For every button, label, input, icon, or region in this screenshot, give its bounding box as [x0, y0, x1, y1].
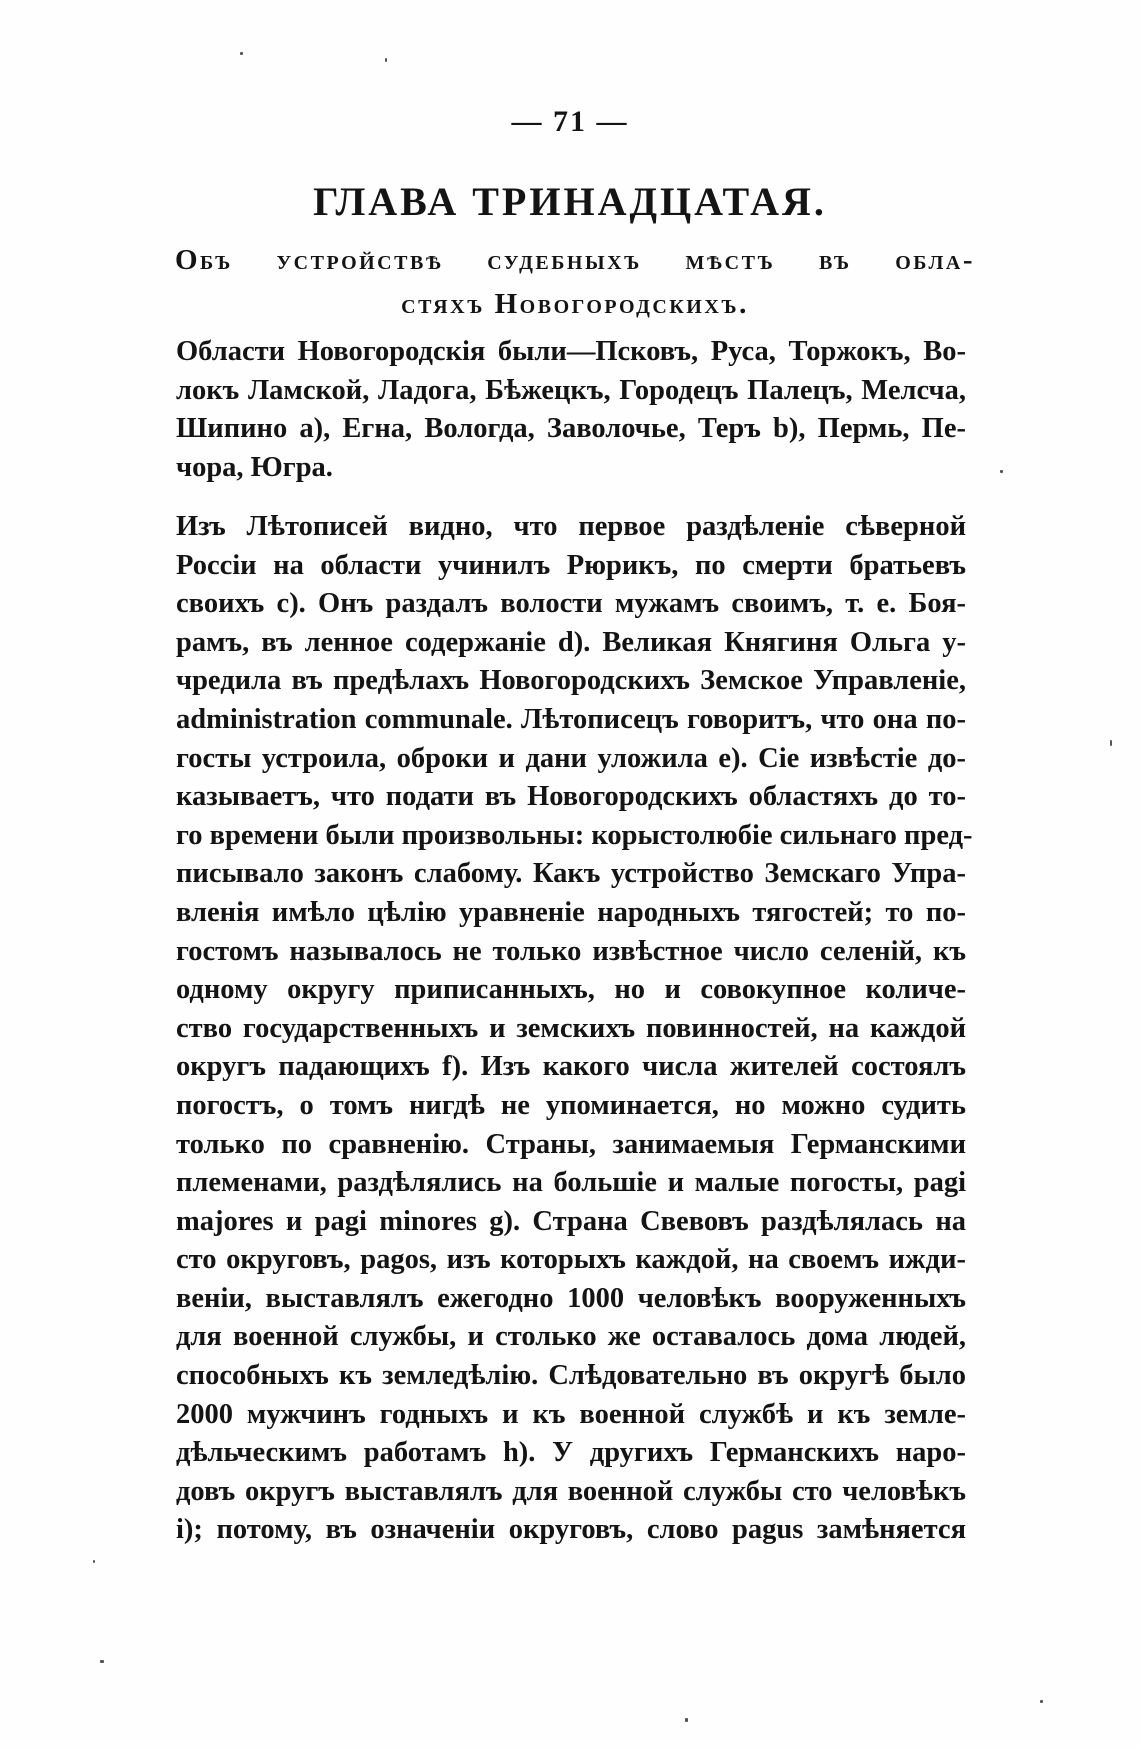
text-line: округъ падающихъ f). Изъ какого числа жителей состоялъ: [176, 1051, 966, 1083]
text-line: способныхъ къ земледѣлію. Слѣдовательно въ округѣ было: [176, 1360, 966, 1392]
text-line: только по сравненію. Страны, занимаемыя Германскими: [176, 1128, 966, 1160]
paragraph-2: [176, 508, 973, 1550]
text-line: Шипино a), Егна, Вологда, Заволочье, Теръ b), Пермь, Пе-: [176, 413, 966, 445]
text-line: Россіи на области учинилъ Рюрикъ, по смерти братьевъ: [176, 549, 966, 581]
subtitle-line: Объ устройствѣ судебныхъ мѣстъ въ обла-: [175, 244, 975, 276]
text-line: majores и pagi minores g). Страна Свевовъ раздѣлялась на: [176, 1205, 966, 1237]
text-line: локъ Ламской, Ладога, Бѣжецкъ, Городецъ Палецъ, Мелсча,: [176, 374, 966, 406]
text-line: administration communale. Лѣтописецъ говоритъ, что она по-: [176, 703, 966, 735]
scan-speck: [93, 1560, 95, 1563]
text-line: казываетъ, что подати въ Новогородскихъ областяхъ до то-: [176, 781, 966, 813]
text-line: Изъ Лѣтописей видно, что первое раздѣленіе сѣверной: [176, 511, 966, 542]
text-line: 2000 мужчинъ годныхъ и къ военной службѣ и къ земле-: [176, 1398, 966, 1430]
text-line: своихъ c). Онъ раздалъ волости мужамъ своимъ, т. е. Боя-: [176, 588, 966, 620]
subtitle-line: стяхъ Новогородскихъ.: [401, 288, 749, 320]
text-line: веніи, выставлялъ ежегодно 1000 человѣкъ вооруженныхъ: [176, 1282, 966, 1314]
text-line: одному округу приписанныхъ, но и совокупное количе-: [176, 974, 966, 1006]
text-line: Области Новогородскія были—Псковъ, Руса, Торжокъ, Во-: [176, 336, 966, 367]
text-line: чора, Югра.: [176, 451, 333, 483]
text-line: гостомъ называлось не только извѣстное число селеній, къ: [176, 935, 966, 967]
scan-speck: [1110, 740, 1112, 746]
text-line: дѣльческимъ работамъ h). У другихъ Германскихъ наро-: [176, 1437, 966, 1469]
chapter-title: ГЛАВА ТРИНАДЦАТАЯ.: [313, 179, 827, 224]
scan-speck: [1000, 470, 1003, 473]
scan-speck: [385, 58, 387, 62]
text-line: ство государственныхъ и земскихъ повинностей, на каждой: [176, 1012, 966, 1044]
text-line: рамъ, въ ленное содержаніе d). Великая Княгиня Ольга у-: [176, 626, 966, 658]
paragraph-1: [176, 333, 966, 487]
text-line: сто округовъ, pagos, изъ которыхъ каждой, на своемъ ижди-: [176, 1244, 966, 1276]
text-line: чредила въ предѣлахъ Новогородскихъ Земское Управленіе,: [176, 665, 966, 697]
text-line: погостъ, о томъ нигдѣ не упоминается, но можно судить: [176, 1089, 966, 1121]
text-line: го времени были произвольны: корыстолюбіе сильнаго пред-: [176, 819, 973, 851]
text-line: госты устроила, оброки и дани уложила e). Сіе извѣстіе до-: [176, 742, 966, 774]
page-number: — 71 —: [511, 105, 629, 138]
scan-speck: [685, 1718, 688, 1722]
scan-speck: [100, 1660, 104, 1663]
text-line: довъ округъ выставлялъ для военной службы сто человѣкъ: [176, 1475, 966, 1507]
text-line: племенами, раздѣлялись на большіе и малые погосты, pagi: [176, 1167, 966, 1199]
text-line: для военной службы, и столько же оставалось дома людей,: [176, 1321, 966, 1353]
text-line: i); потому, въ означеніи округовъ, слово pagus замѣняется: [176, 1514, 966, 1546]
scan-speck: [240, 52, 243, 55]
text-line: писывало законъ слабому. Какъ устройство Земскаго Упра-: [176, 858, 966, 890]
scan-speck: [1040, 1700, 1043, 1703]
chapter-subtitle: [175, 238, 975, 326]
text-line: вленія имѣло цѣлію уравненіе народныхъ тягостей; то по-: [176, 896, 966, 928]
